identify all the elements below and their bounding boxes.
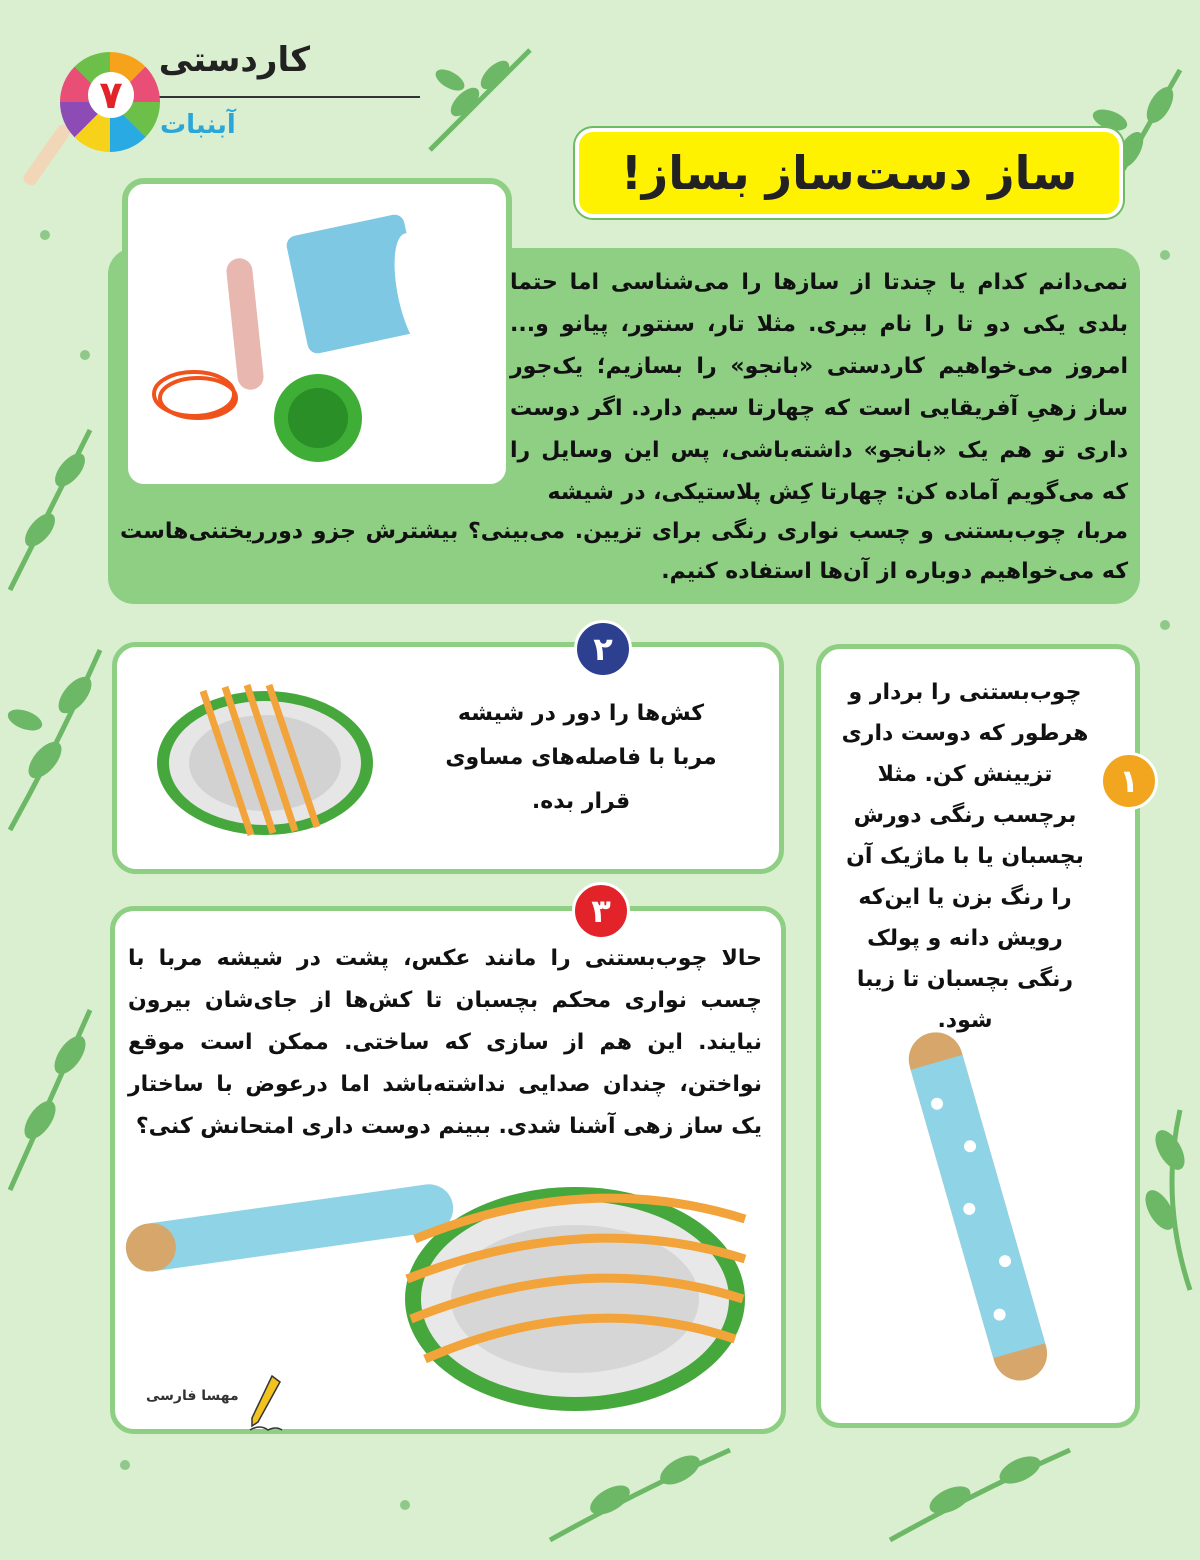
step-1-text: چوب‌بستنی را بردار و هرطور که دوست داری تزیینش کن. مثلا برچسب رنگی دورش بچسبان یا با ماژیک آن را رنگ بزن یا این‌که رویش دانه و پولک رنگی بچسبان تا زیبا شود. bbox=[841, 680, 1089, 1033]
leaf-decoration bbox=[880, 1440, 1080, 1550]
dot-decoration bbox=[1160, 620, 1170, 630]
dot-decoration bbox=[40, 230, 50, 240]
step-2-photo bbox=[153, 671, 383, 841]
step-3-badge: ۳ bbox=[572, 882, 630, 940]
step-3-photo bbox=[125, 1149, 765, 1419]
dot-decoration bbox=[400, 1500, 410, 1510]
dot-decoration bbox=[1160, 250, 1170, 260]
leaf-decoration bbox=[540, 1430, 740, 1550]
dot-decoration bbox=[120, 1460, 130, 1470]
leaf-decoration bbox=[0, 420, 100, 600]
intro-text: نمی‌دانم کدام یا چندتا از سازها را می‌شناسی اما حتما بلدی یکی دو تا را نام ببری. مثلا تار، سنتور، پیانو و... امروز می‌خواهیم کاردستی «بانجو» را بسازیم؛ یک‌جور ساز زهیِ آفریقایی است که چهارتا سیم دارد. اگر دوست داری تو هم یک «بانجو» داشته‌باشی، پس این وسایل را که می‌گویم آماده کن: چهارتا کِش پلاستیکی، در شیشه bbox=[510, 270, 1128, 505]
section-title: کاردستی bbox=[158, 40, 310, 80]
step-1-badge: ۱ bbox=[1100, 752, 1158, 810]
leaf-decoration bbox=[0, 640, 110, 840]
step-2-text: کش‌ها را دور در شیشه مربا با فاصله‌های مساوی قرار بده. bbox=[445, 701, 717, 814]
pencil-icon bbox=[246, 1372, 286, 1432]
header-divider bbox=[150, 96, 420, 98]
author-credit: مهسا فارسی bbox=[146, 1388, 239, 1404]
leaf-decoration bbox=[0, 1000, 100, 1200]
step-2-badge: ۲ bbox=[574, 620, 632, 678]
step-1-photo bbox=[851, 1017, 1101, 1397]
dot-decoration bbox=[80, 350, 90, 360]
brand-logo: آبنبات bbox=[160, 110, 236, 140]
issue-number: ۷ bbox=[88, 72, 134, 118]
lollipop-stick bbox=[21, 122, 73, 187]
materials-photo bbox=[122, 178, 512, 490]
page-title: ساز دست‌ساز بساز! bbox=[575, 128, 1123, 218]
intro-text-continued: مربا، چوب‌بستنی و چسب نواری رنگی برای تزیین. می‌بینی؟ بیشترش جزو دورریختنی‌هاست که می‌خواهیم دوباره از آن‌ها استفاده کنیم. bbox=[120, 519, 1128, 584]
step-3-text: حالا چوب‌بستنی را مانند عکس، پشت در شیشه مربا با چسب نواری محکم بچسبان تا کش‌ها از جای‌شان بیرون نیایند. این هم از سازی که ساختی. ممکن است موقع نواختن، چندان صدایی نداشته‌باشد اما درعوض با ساختار یک ساز زهی آشنا شدی. ببینم دوست داری امتحانش کنی؟ bbox=[128, 946, 762, 1139]
leaf-decoration bbox=[420, 40, 540, 160]
